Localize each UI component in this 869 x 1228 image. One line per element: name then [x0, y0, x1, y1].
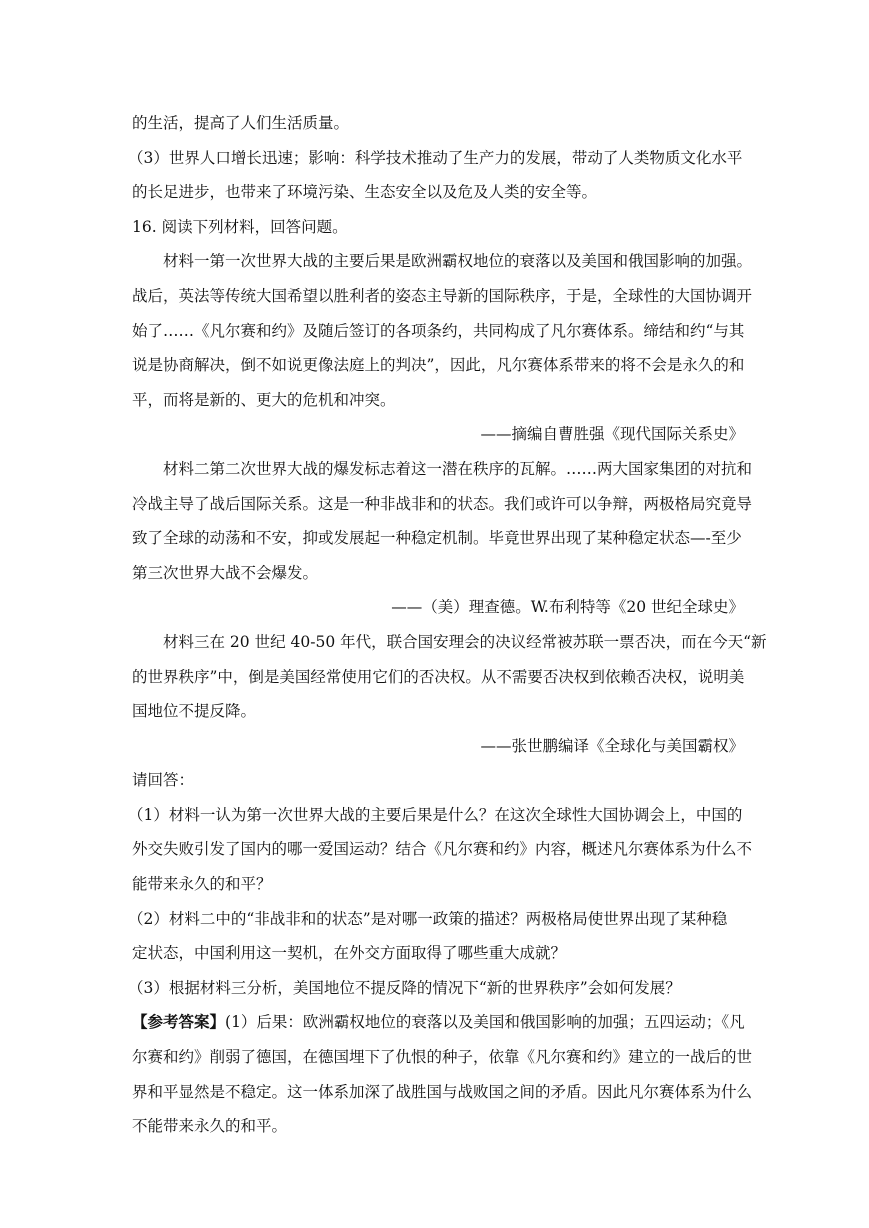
material-two-line: 冷战主导了战后国际关系。这是一种非战非和的状态。我们或许可以争辩，两极格局究竟导 [132, 494, 753, 513]
answer-line [132, 1005, 744, 1040]
answer-line: 不能带来永久的和平。 [132, 1117, 288, 1136]
answer-line: 界和平显然是不稳定。这一体系加深了战胜国与战败国之间的矛盾。因此凡尔赛体系为什么 [132, 1082, 753, 1101]
material-three-line: 的世界秩序”中，倒是美国经常使用它们的否决权。从不需要否决权到依赖否决权，说明美 [132, 667, 745, 686]
text-line: 的长足进步，也带来了环境污染、生态安全以及危及人类的安全等。 [132, 183, 598, 202]
material-two-line: 第三次世界大战不会爆发。 [132, 563, 319, 582]
question-one-line: 能带来永久的和平？ [132, 875, 272, 894]
question-two-line: （2）材料二中的“非战非和的状态”是对哪一政策的描述？两极格局使世界出现了某种稳 [128, 909, 728, 928]
question-heading: 16. 阅读下列材料，回答问题。 [132, 217, 348, 236]
text-line: 的生活，提高了人们生活质量。 [132, 114, 350, 132]
material-two-line: 致了全球的动荡和不安，抑或发展起一种稳定机制。毕竟世界出现了某种稳定状态—-至少 [132, 529, 742, 548]
text-line: （3）世界人口增长迅速；影响：科学技术推动了生产力的发展，带动了人类物质文化水平 [128, 148, 743, 167]
prompt-label: 请回答： [132, 771, 195, 790]
material-one-line: 材料一第一次世界大战的主要后果是欧洲霸权地位的衰落以及美国和俄国影响的加强。 [163, 252, 753, 271]
material-two-source: ——（美）理查德。W.布利特等《20 世纪全球史》 [391, 598, 744, 617]
material-one-line: 始了……《凡尔赛和约》及随后签订的各项条约，共同构成了凡尔赛体系。缔结和约“与其 [132, 321, 745, 340]
material-one-line: 说是协商解决，倒不如说更像法庭上的判决”，因此，凡尔赛体系带来的将不会是永久的和 [132, 356, 745, 375]
answer-label: 【参考答案】 [132, 1012, 226, 1032]
material-one-line: 战后，英法等传统大国希望以胜利者的姿态主导新的国际秩序，于是，全球性的大国协调开 [132, 286, 753, 305]
answer-line: 尔赛和约》削弱了德国，在德国埋下了仇恨的种子，依靠《凡尔赛和约》建立的一战后的世 [132, 1048, 753, 1067]
question-three-line: （3）根据材料三分析，美国地位不提反降的情况下“新的世界秩序”会如何发展？ [128, 978, 681, 997]
document-body [128, 106, 767, 1144]
material-three-line: 国地位不提反降。 [132, 702, 257, 721]
question-one-line: 外交失败引发了国内的哪一爱国运动？结合《凡尔赛和约》内容，概述凡尔赛体系为什么不 [132, 840, 753, 859]
answer-text: (1）后果：欧洲霸权地位的衰落以及美国和俄国影响的加强；五四运动；《凡 [225, 1013, 745, 1032]
material-one-line: 平，而将是新的、更大的危机和冲突。 [132, 390, 396, 409]
question-two-line: 定状态，中国利用这一契机，在外交方面取得了哪些重大成就？ [132, 944, 567, 963]
material-three-source: ——张世鹏编译《全球化与美国霸权》 [480, 736, 744, 755]
question-one-line: （1）材料一认为第一次世界大战的主要后果是什么？在这次全球性大国协调会上，中国的 [128, 805, 743, 824]
material-three-line: 材料三在 20 世纪 40-50 年代，联合国安理会的决议经常被苏联一票否决，而在今天“新 [163, 632, 767, 651]
material-two-line: 材料二第二次世界大战的爆发标志着这一潜在秩序的瓦解。……两大国家集团的对抗和 [163, 459, 753, 478]
material-one-source: ——摘编自曹胜强《现代国际关系史》 [480, 425, 744, 444]
